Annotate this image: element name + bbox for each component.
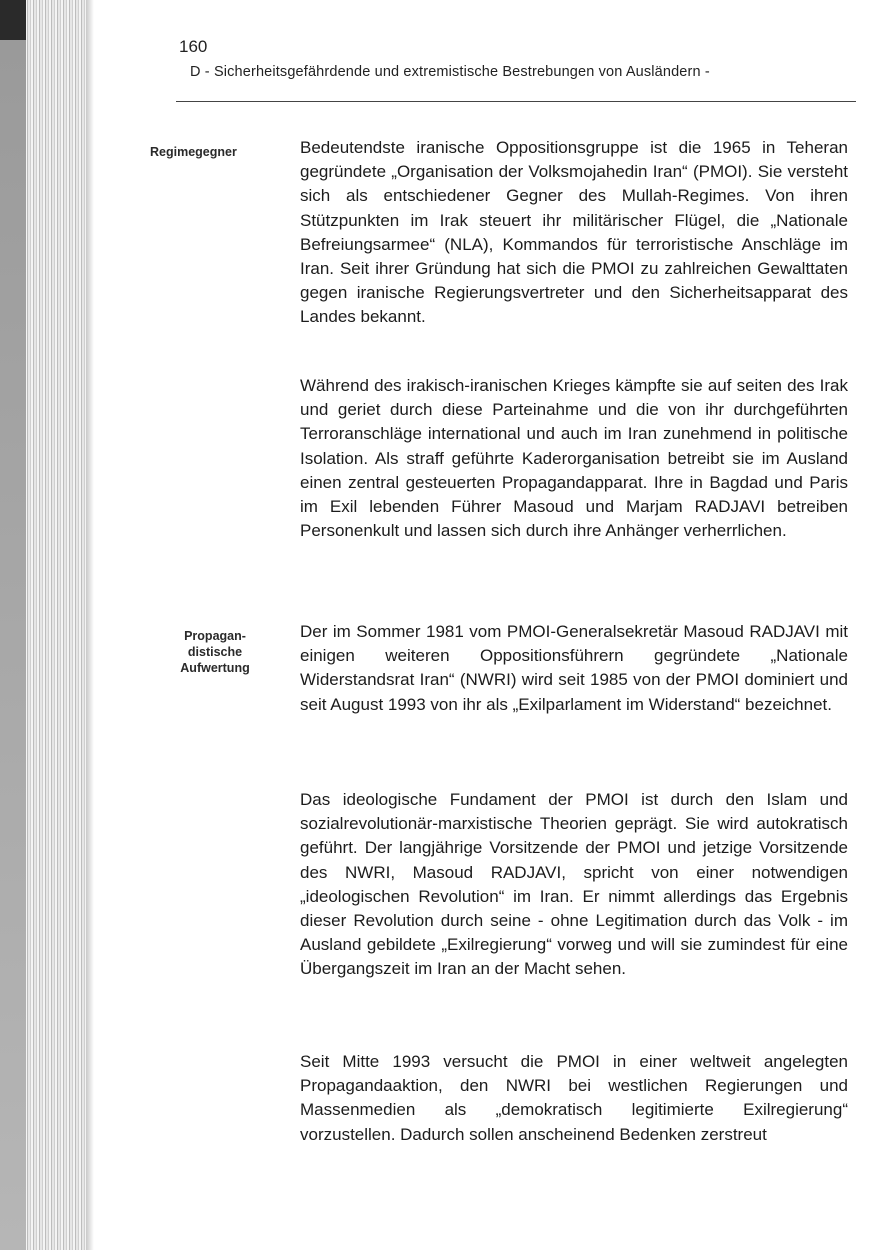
book-spine-shadow [0,0,26,1250]
margin-note-regimegegner: Regimegegner [150,145,237,159]
margin-note-propagandistische-aufwertung: Propagan- distische Aufwertung [180,629,250,675]
page-number: 160 [179,37,208,56]
body-paragraph: Bedeutendste iranische Oppositionsgruppe ist die 1965 in Teheran gegründete „Organisation der Volksmojahedin Iran“ (PMOI). Sie versteht sich als entschiedener Gegner des Mullah-Regimes. Von ihren Stützpunkten im Irak steuert ihr militärischer Flügel, die „Nationale Befreiungsarmee“ (NLA), Kommandos für terroristische Anschläge im Iran. Seit ihrer Gründung hat sich die PMOI zu zahlreichen Gewalttaten gegen iranische Regierungsvertreter und den Sicherheitsapparat des Landes bekannt. [300,138,848,327]
running-header: D - Sicherheitsgefährdende und extremistische Bestrebungen von Ausländern - [190,64,710,80]
body-paragraph: Seit Mitte 1993 versucht die PMOI in einer weltweit angelegten Propagandaaktion, den NWRI bei westlichen Regierungen und Massenmedien als „demokratisch legitimierte Exilregierung“ vorzustellen. Dadurch sollen anscheinend Bedenken zerstreut [300,1052,848,1144]
header-divider [176,101,856,102]
body-paragraph: Der im Sommer 1981 vom PMOI-Generalsekretär Masoud RADJAVI mit einigen weiteren Oppositionsführern gegründete „Nationale Widerstandsrat Iran“ (NWRI) wird seit 1985 von der PMOI dominiert und seit August 1993 von ihr als „Exilparlament im Widerstand“ bezeichnet. [300,622,848,714]
body-paragraph: Das ideologische Fundament der PMOI ist durch den Islam und sozialrevolutionär-marxistische Theorien geprägt. Sie wird autokratisch geführt. Der langjährige Vorsitzende der PMOI und jetzige Vorsitzende des NWRI, Masoud RADJAVI, spricht von einer notwendigen „ideologischen Revolution“ im Iran. Er nimmt allerdings das Ergebnis dieser Revolution durch seine - ohne Legitimation durch das Volk - im Ausland gebildete „Exilregierung“ vorweg und will sie zumindest für eine Übergangszeit im Iran an der Macht sehen. [300,790,848,979]
body-paragraph: Während des irakisch-iranischen Krieges kämpfte sie auf seiten des Irak und geriet durch diese Parteinahme und die von ihr durchgeführten Terroranschläge international und auch im Iran zunehmend in politische Isolation. Als straff geführte Kaderorganisation betreibt sie im Ausland einen zentral gesteuerten Propagandapparat. Ihre in Bagdad und Paris im Exil lebenden Führer Masoud und Marjam RADJAVI betreiben Personenkult und lassen sich durch ihre Anhänger verherrlichen. [300,376,848,541]
page-gutter-shadow [86,0,94,1250]
